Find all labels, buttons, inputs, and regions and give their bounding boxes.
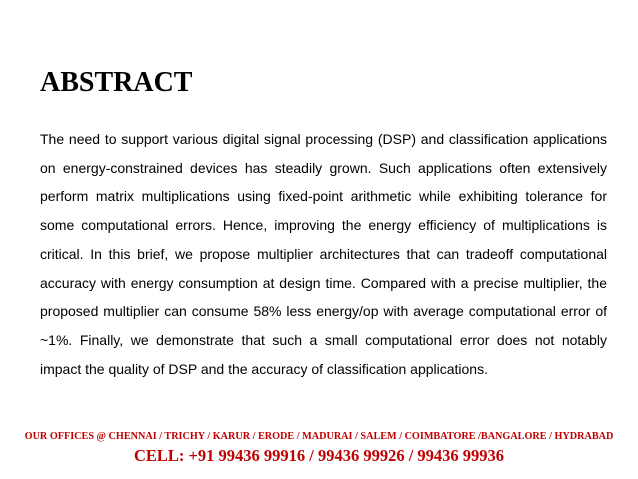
cell-phone-footer: CELL: +91 99436 99916 / 99436 99926 / 99436 99936 (133, 446, 505, 465)
offices-footer: OUR OFFICES @ CHENNAI / TRICHY / KARUR / ERODE / MADURAI / SALEM / COIMBATORE /BANGALORE / HYDRABAD (24, 431, 614, 442)
slide-title: ABSTRACT (40, 67, 193, 98)
abstract-text: The need to support various digital signal processing (DSP) and classification applications on energy-constrained devices has steadily grown. Such applications often extensively perform matrix multiplications using fixed-point arithmetic while exhibiting tolerance for some computational errors. Hence, improving the energy efficiency of multiplications is critical. In this brief, we propose multiplier architectures that can tradeoff computational accuracy with energy consumption at design time. Compared with a precise multiplier, the proposed multiplier can consume 58% less energy/op with average computational error of ~1%. Finally, we demonstrate that such a small computational error does not notably impact the quality of DSP and the accuracy of classification applications. (40, 131, 607, 377)
